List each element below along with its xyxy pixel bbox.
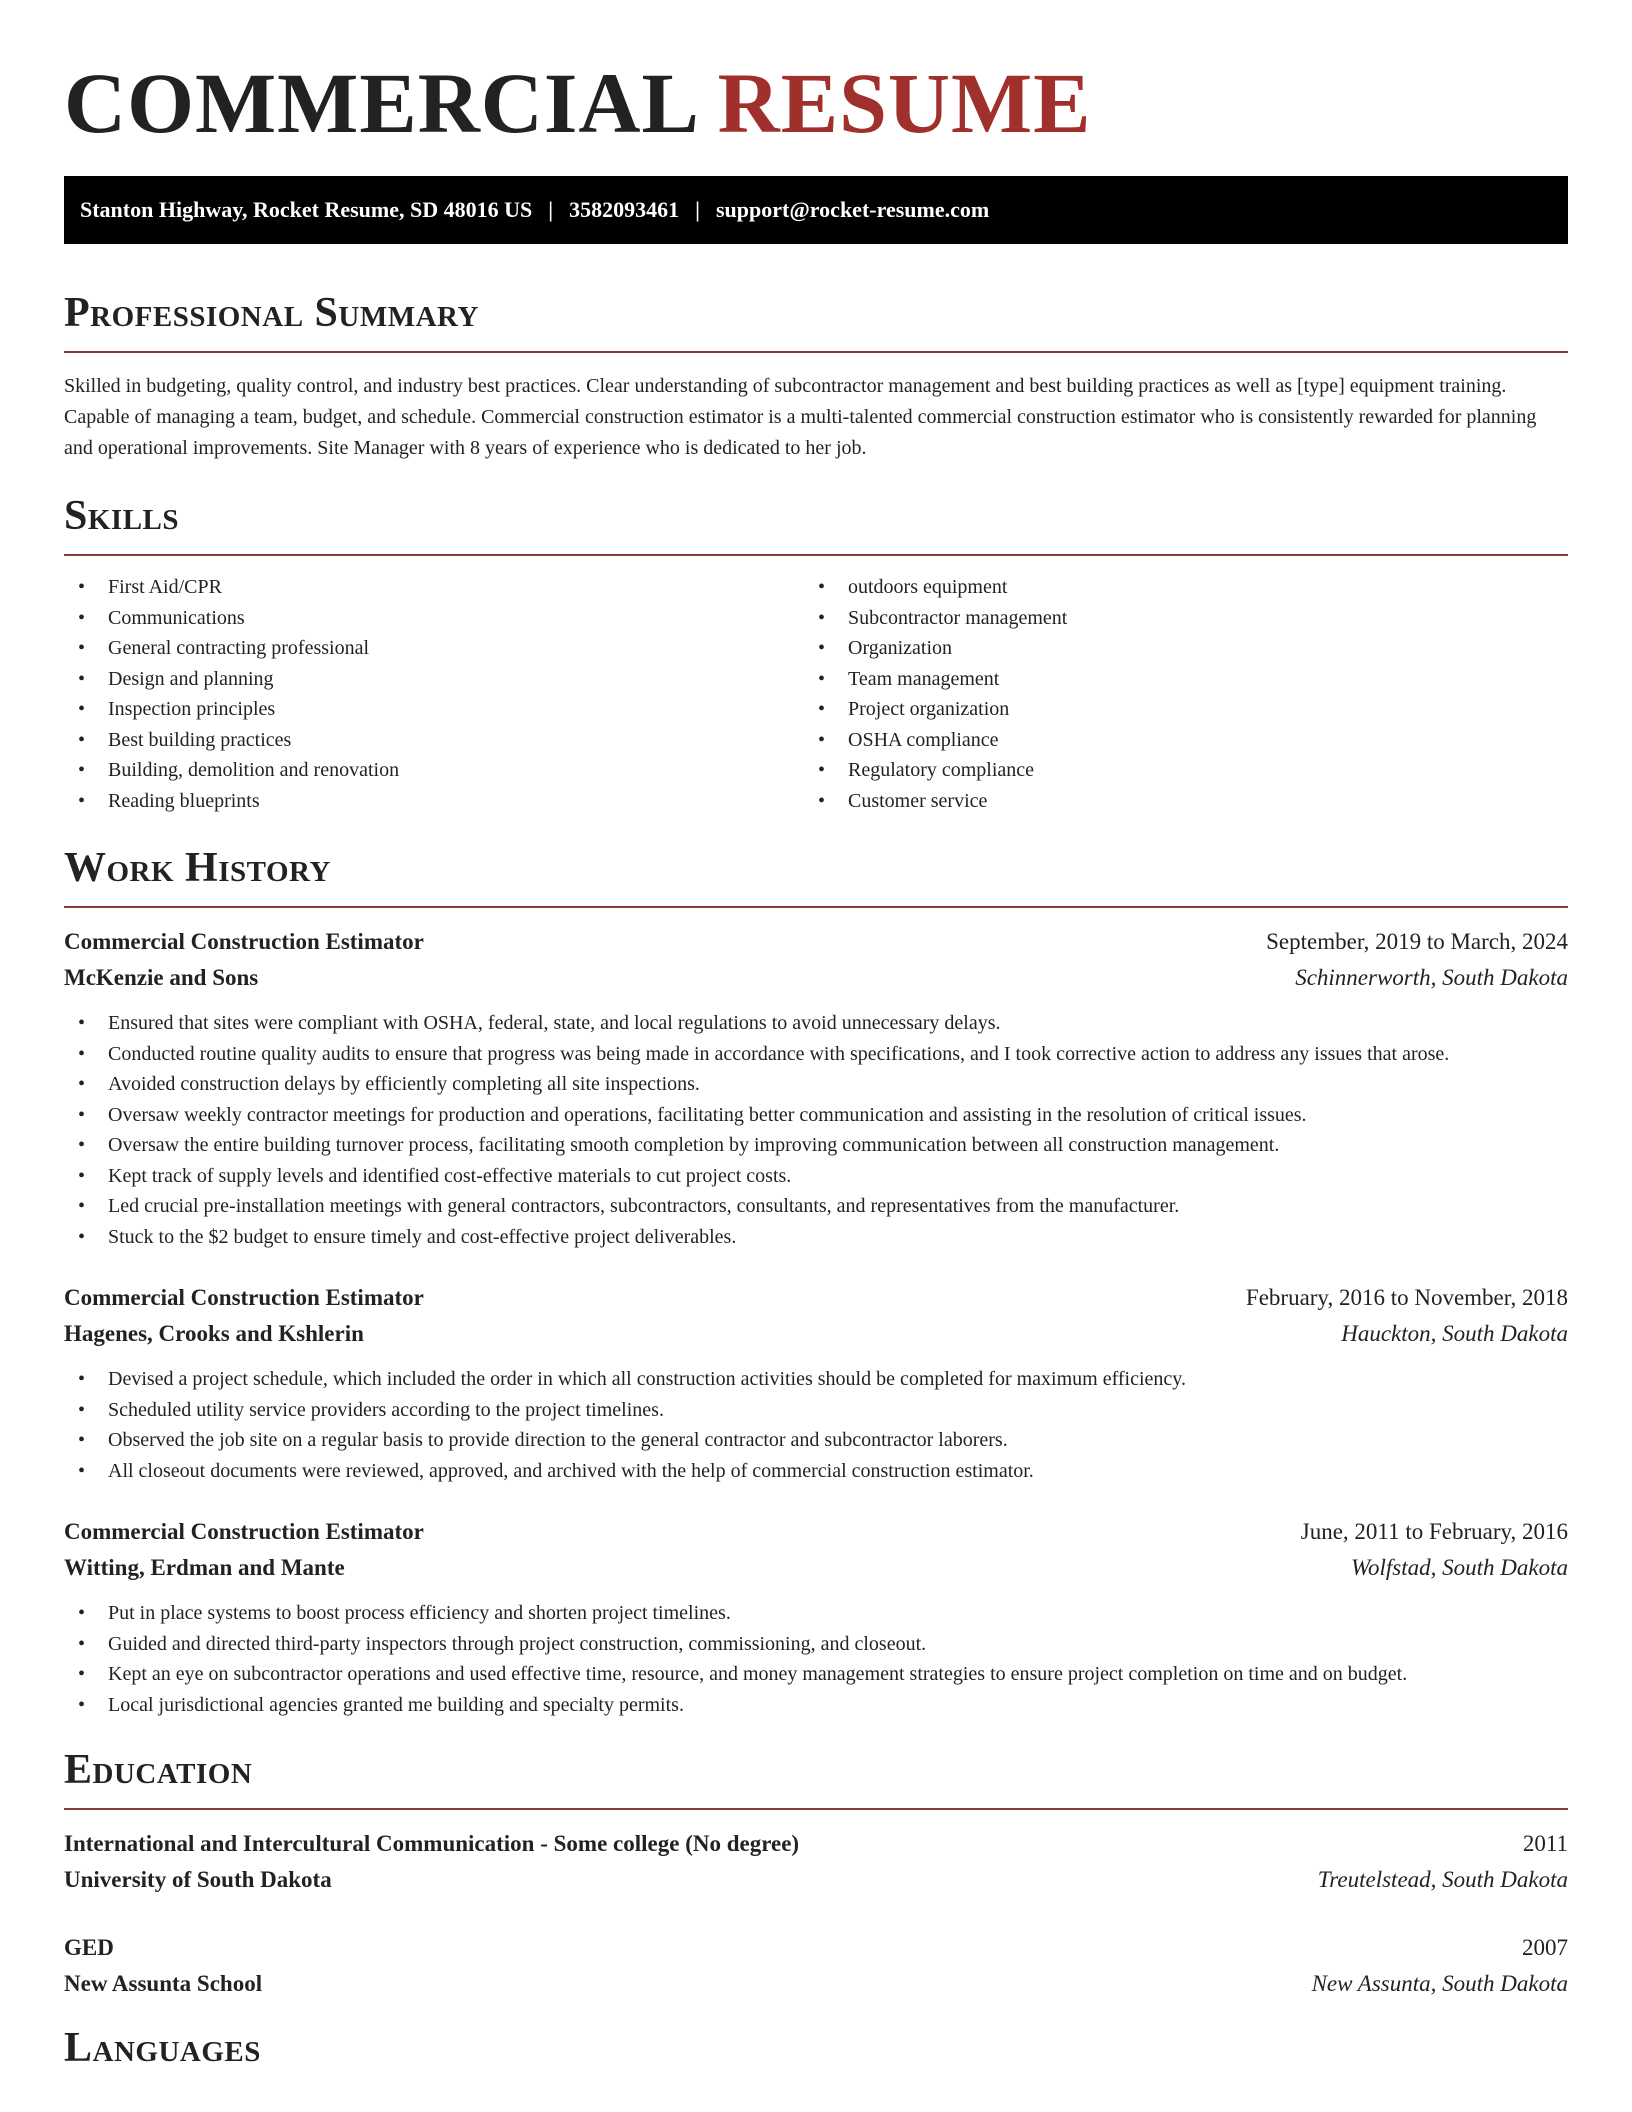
job-bullet: • Kept track of supply levels and identified cost-effective materials to cut project costs. xyxy=(64,1161,1568,1192)
education-location: Treutelstead, South Dakota xyxy=(1317,1867,1568,1892)
resume-name xyxy=(64,0,1568,160)
section-divider xyxy=(64,554,1568,556)
job-location: Schinnerworth, South Dakota xyxy=(1295,965,1568,990)
education-school: New Assunta School xyxy=(64,1971,263,1996)
contact-separator: | xyxy=(548,197,554,222)
education-degree: International and Intercultural Communication - Some college (No degree) xyxy=(64,1831,800,1856)
job-company: McKenzie and Sons xyxy=(64,965,259,990)
job-bullet: • Observed the job site on a regular basis to provide direction to the general contractor and subcontractor laborers. xyxy=(64,1425,1568,1456)
education-degree-row xyxy=(64,1930,1568,1966)
education-year: 2007 xyxy=(1522,1935,1568,1960)
job-bullet: • Oversaw the entire building turnover process, facilitating smooth completion by improving communication between all construction management. xyxy=(64,1130,1568,1161)
job-dates: June, 2011 to February, 2016 xyxy=(1300,1519,1568,1544)
skills-list-left xyxy=(64,572,804,816)
languages-section xyxy=(64,2024,1568,2072)
skill-item: • Building, demolition and renovation xyxy=(64,755,804,786)
skills-section xyxy=(64,492,1568,816)
job-bullet: • Put in place systems to boost process efficiency and shorten project timelines. xyxy=(64,1598,1568,1629)
phone: 3582093461 xyxy=(569,197,680,222)
job-bullet: • Stuck to the $2 budget to ensure timely and cost-effective project deliverables. xyxy=(64,1222,1568,1253)
job-title: Commercial Construction Estimator xyxy=(64,1285,424,1310)
job-bullet: • Conducted routine quality audits to ensure that progress was being made in accordance with specifications, and I took corrective action to address any issues that arose. xyxy=(64,1039,1568,1070)
job-company-row xyxy=(64,1316,1568,1352)
education-school-row xyxy=(64,1862,1568,1898)
skill-item: • Subcontractor management xyxy=(804,603,1544,634)
job-dates: September, 2019 to March, 2024 xyxy=(1266,929,1568,954)
education-school: University of South Dakota xyxy=(64,1867,332,1892)
skill-item: • Team management xyxy=(804,664,1544,695)
job-title: Commercial Construction Estimator xyxy=(64,1519,424,1544)
job-bullet: • Led crucial pre-installation meetings with general contractors, subcontractors, consultants, and representatives from the manufacturer. xyxy=(64,1191,1568,1222)
skills-list-right xyxy=(804,572,1544,816)
education-degree-row xyxy=(64,1826,1568,1862)
skill-item: • outdoors equipment xyxy=(804,572,1544,603)
job-bullet: • Kept an eye on subcontractor operations and used effective time, resource, and money management strategies to ensure project completion on time and on budget. xyxy=(64,1659,1568,1690)
education-entry xyxy=(64,1826,1568,1898)
skill-item: • Customer service xyxy=(804,786,1544,817)
job-title: Commercial Construction Estimator xyxy=(64,929,424,954)
section-divider xyxy=(64,906,1568,908)
first-name: COMMERCIAL xyxy=(64,55,696,151)
section-divider xyxy=(64,1808,1568,1810)
education-section xyxy=(64,1746,1568,2002)
job-bullet: • Guided and directed third-party inspectors through project construction, commissioning, and closeout. xyxy=(64,1629,1568,1660)
education-school-row xyxy=(64,1966,1568,2002)
job-company: Witting, Erdman and Mante xyxy=(64,1555,345,1580)
job-bullet: • Scheduled utility service providers according to the project timelines. xyxy=(64,1395,1568,1426)
job-entry xyxy=(64,924,1568,1252)
job-entry xyxy=(64,1514,1568,1720)
skill-item: • Reading blueprints xyxy=(64,786,804,817)
job-bullet: • Devised a project schedule, which included the order in which all construction activities should be completed for maximum efficiency. xyxy=(64,1364,1568,1395)
email: support@rocket-resume.com xyxy=(715,197,990,222)
job-location: Hauckton, South Dakota xyxy=(1341,1321,1568,1346)
summary-section xyxy=(64,289,1568,464)
education-entry xyxy=(64,1930,1568,2002)
job-header-row xyxy=(64,1280,1568,1316)
contact-bar xyxy=(64,176,1568,244)
job-bullets xyxy=(64,1364,1568,1486)
skill-item: • First Aid/CPR xyxy=(64,572,804,603)
section-title-languages: Languages xyxy=(64,2025,261,2071)
job-header-row xyxy=(64,1514,1568,1550)
skill-item: • Design and planning xyxy=(64,664,804,695)
education-degree: GED xyxy=(64,1935,114,1960)
work-history-section xyxy=(64,844,1568,1720)
skill-item: • Project organization xyxy=(804,694,1544,725)
summary-text: Skilled in budgeting, quality control, and industry best practices. Clear understanding of subcontractor management and best building practices as well as [type] equipment training. Capable of managing a team, budget, and schedule. Commercial construction estimator is a multi-talented commercial construction estimator who is consistently rewarded for planning and operational improvements. Site Manager with 8 years of experience who is dedicated to her job. xyxy=(64,375,1537,459)
last-name: RESUME xyxy=(717,55,1092,151)
job-company-row xyxy=(64,1550,1568,1586)
job-dates: February, 2016 to November, 2018 xyxy=(1245,1285,1568,1310)
skill-item: • General contracting professional xyxy=(64,633,804,664)
skill-item: • Inspection principles xyxy=(64,694,804,725)
job-company-row xyxy=(64,960,1568,996)
address: Stanton Highway, Rocket Resume, SD 48016 US xyxy=(80,197,533,222)
job-bullet: • Avoided construction delays by efficiently completing all site inspections. xyxy=(64,1069,1568,1100)
job-bullet: • All closeout documents were reviewed, approved, and archived with the help of commercial construction estimator. xyxy=(64,1456,1568,1487)
skill-item: • Communications xyxy=(64,603,804,634)
contact-separator: | xyxy=(695,197,700,222)
job-header-row xyxy=(64,924,1568,960)
skill-item: • Organization xyxy=(804,633,1544,664)
job-entry xyxy=(64,1280,1568,1486)
section-title-summary: Professional Summary xyxy=(64,290,479,336)
job-location: Wolfstad, South Dakota xyxy=(1350,1555,1568,1580)
skills-columns xyxy=(64,572,1568,816)
job-bullets xyxy=(64,1598,1568,1720)
section-title-education: Education xyxy=(64,1747,253,1793)
job-company: Hagenes, Crooks and Kshlerin xyxy=(64,1321,364,1346)
job-bullet: • Ensured that sites were compliant with OSHA, federal, state, and local regulations to avoid unnecessary delays. xyxy=(64,1008,1568,1039)
education-location: New Assunta, South Dakota xyxy=(1311,1971,1568,1996)
section-title-work-history: Work History xyxy=(64,845,331,891)
skill-item: • OSHA compliance xyxy=(804,725,1544,756)
job-bullets xyxy=(64,1008,1568,1252)
job-bullet: • Local jurisdictional agencies granted me building and specialty permits. xyxy=(64,1690,1568,1721)
job-bullet: • Oversaw weekly contractor meetings for production and operations, facilitating better communication and assisting in the resolution of critical issues. xyxy=(64,1100,1568,1131)
education-year: 2011 xyxy=(1522,1831,1568,1856)
section-divider xyxy=(64,351,1568,353)
skill-item: • Regulatory compliance xyxy=(804,755,1544,786)
section-title-skills: Skills xyxy=(64,493,180,539)
skill-item: • Best building practices xyxy=(64,725,804,756)
